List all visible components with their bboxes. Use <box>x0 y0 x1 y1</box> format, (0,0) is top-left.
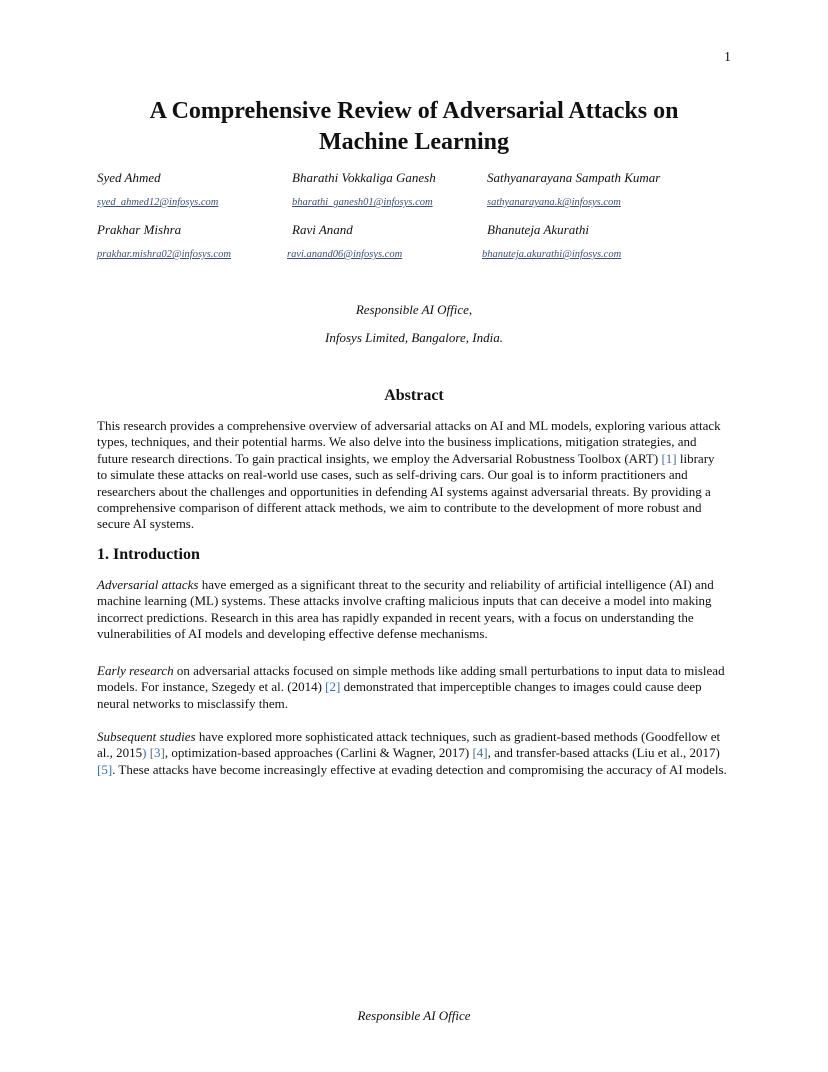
page-footer: Responsible AI Office <box>357 1008 471 1023</box>
author-email-link[interactable]: syed_ahmed12@infosys.com <box>97 197 219 208</box>
author-name: Syed Ahmed <box>97 170 161 185</box>
author-name: Bhanuteja Akurathi <box>487 222 589 237</box>
page-number: 1 <box>724 50 731 65</box>
author-email-link[interactable]: sathyanarayana.k@infosys.com <box>487 197 621 208</box>
intro-paragraph-1 <box>97 577 727 643</box>
abstract-heading: Abstract <box>384 387 444 404</box>
abstract-text: This research provides a comprehensive overview of adversarial attacks on AI and ML models, exploring various attack types, techniques, and their potential harms. We also delve into the business implications, mitigation strategies, and future research directions. To gain practical insights, we employ the Adversarial Robustness Toolbox (ART) <box>97 418 721 466</box>
paragraph-text: , optimization-based approaches (Carlini & Wagner, 2017) <box>164 745 473 761</box>
abstract-paragraph <box>97 418 727 533</box>
paragraph-text: , and transfer-based attacks (Liu et al., 2017) <box>487 745 720 761</box>
abstract-text: library to simulate these attacks on real-world use cases, such as self-driving cars. Our goal is to inform practitioners and researchers about the challenges and opportunities in defending AI systems against adversarial threats. By providing a comprehensive comparison of different attack methods, we aim to contribute to the development of more robust and secure AI systems. <box>97 450 715 532</box>
paragraph-text: have emerged as a significant threat to the security and reliability of artificial intelligence (AI) and machine learning (ML) systems. These attacks involve crafting malicious inputs that can deceive a model into making incorrect predictions. Research in this area has rapidly expanded in recent years, with a focus on understanding the vulnerabilities of AI models and developing effective defense mechanisms. <box>97 577 714 642</box>
author-email-link[interactable]: ravi.anand06@infosys.com <box>287 249 403 260</box>
citation-link[interactable]: [4] <box>472 745 488 761</box>
citation-link[interactable]: [1] <box>661 450 677 466</box>
paper-title <box>0 96 828 158</box>
author-email-link[interactable]: bhanuteja.akurathi@infosys.com <box>482 249 622 260</box>
title-line-2: Machine Learning <box>319 129 509 155</box>
citation-link[interactable]: [2] <box>325 679 341 695</box>
paragraph-text: demonstrated that imperceptible changes to images could cause deep neural networks to misclassify them. <box>97 679 702 711</box>
affiliation-institution: Infosys Limited, Bangalore, India. <box>325 330 503 345</box>
citation-link[interactable]: ) [3] <box>142 745 165 761</box>
author-name: Bharathi Vokkaliga Ganesh <box>292 170 436 185</box>
paragraph-text: on adversarial attacks focused on simple methods like adding small perturbations to input data to mislead models. For instance, Szegedy et al. (2014) <box>97 663 725 695</box>
intro-paragraph-2 <box>97 663 727 712</box>
author-name: Ravi Anand <box>292 222 353 237</box>
title-line-1: A Comprehensive Review of Adversarial Attacks on <box>149 98 679 124</box>
citation-link[interactable]: [5] <box>97 761 113 777</box>
author-email-link[interactable]: prakhar.mishra02@infosys.com <box>97 249 231 260</box>
author-email-link[interactable]: bharathi_ganesh01@infosys.com <box>292 197 433 208</box>
paragraph-text: . These attacks have become increasingly effective at evading detection and compromising the accuracy of AI models. <box>112 761 727 777</box>
affiliation-office: Responsible AI Office, <box>355 302 473 317</box>
paragraph-text: have explored more sophisticated attack techniques, such as gradient-based methods (Goodfellow et al., 2015 <box>97 729 721 761</box>
introduction-heading: 1. Introduction <box>97 546 200 563</box>
lead-phrase: Early research <box>97 663 174 678</box>
author-name: Prakhar Mishra <box>97 222 182 237</box>
lead-phrase: Subsequent studies <box>97 729 196 744</box>
lead-phrase: Adversarial attacks <box>97 577 199 592</box>
intro-paragraph-3 <box>97 729 727 778</box>
author-name: Sathyanarayana Sampath Kumar <box>487 170 661 185</box>
